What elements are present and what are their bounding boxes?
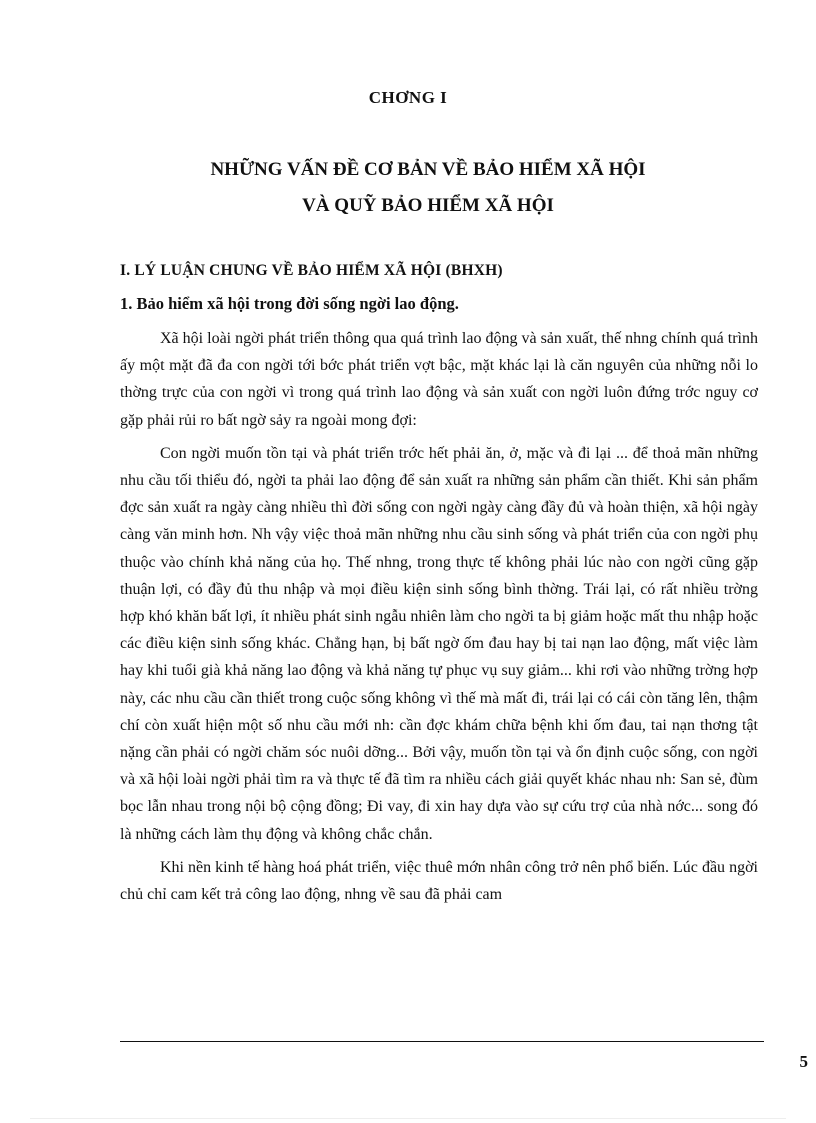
paragraph-1: Xã hội loài ngời phát triển thông qua quá trình lao động và sản xuất, thế nhng chính quá trình ấy một mặt đã đa con ngời tới bớc phát triển vợt bậc, mặt khác lại là căn nguyên của những nỗi lo thờng trực của con ngời vì trong quá trình lao động và sản xuất con ngời luôn đứng trớc nguy cơ gặp phải rủi ro bất ngờ sảy ra ngoài mong đợi: <box>120 330 758 429</box>
paragraph-2: Con ngời muốn tồn tại và phát triển trớc hết phải ăn, ở, mặc và đi lại ... để thoả mãn những nhu cầu tối thiểu đó, ngời ta phải lao động để sản xuất ra những sản phẩm cần thiết. Khi sản phẩm đợc sản xuất ra ngày càng nhiều thì đời sống con ngời ngày càng đầy đủ và hoàn thiện, xã hội ngày càng văn minh hơn. Nh vậy việc thoả mãn những nhu cầu sinh sống và phát triển của con ngời phụ thuộc vào chính khả năng của họ. Thế nhng, trong thực tế không phải lúc nào con ngời cũng gặp thuận lợi, có đầy đủ thu nhập và mọi điều kiện sinh sống bình thờng. Trái lại, có rất nhiều trờng hợp khó khăn bất lợi, ít nhiều phát sinh ngẫu nhiên làm cho ngời ta bị giảm hoặc mất thu nhập hoặc các điều kiện sinh sống khác. Chẳng hạn, bị bất ngờ ốm đau hay bị tai nạn lao động, mất việc làm hay khi tuổi già khả năng lao động và khả năng tự phục vụ suy giảm... khi rơi vào những trờng hợp này, các nhu cầu cần thiết trong cuộc sống không vì thế mà mất đi, trái lại có cái còn tăng lên, thậm chí còn xuất hiện một số nhu cầu mới nh: cần đợc khám chữa bệnh khi ốm đau, tai nạn thơng tật nặng cần phải có ngời chăm sóc nuôi dỡng... Bởi vậy, muốn tồn tại và ổn định cuộc sống, con ngời và xã hội loài ngời phải tìm ra và thực tế đã tìm ra nhiều cách giải quyết khác nhau nh: San sẻ, đùm bọc lẫn nhau trong nội bộ cộng đồng; Đi vay, đi xin hay dựa vào sự cứu trợ của nhà nớc... song đó là những cách làm thụ động và không chắc chắn. <box>120 444 758 843</box>
section-heading: I. LÝ LUẬN CHUNG VỀ BẢO HIỂM XÃ HỘI (BHXH) <box>120 262 503 279</box>
footer-rule <box>120 1041 764 1042</box>
chapter-heading: CHƠNG I <box>368 88 448 107</box>
page-number: 5 <box>799 1052 808 1071</box>
chapter-title-line-1: NHỮNG VẤN ĐỀ CƠ BẢN VỀ BẢO HIỂM XÃ HỘI <box>210 159 646 180</box>
body-text <box>120 325 758 908</box>
page-bottom-edge <box>30 1118 786 1119</box>
chapter-title-line-2: VÀ QUỸ BẢO HIỂM XÃ HỘI <box>302 195 554 216</box>
paragraph-3: Khi nền kinh tế hàng hoá phát triển, việc thuê mớn nhân công trở nên phổ biến. Lúc đầu ngời chủ chỉ cam kết trả công lao động, nhng về sau đã phải cam <box>120 858 758 904</box>
chapter-title <box>0 152 816 224</box>
subsection-heading: 1. Bảo hiểm xã hội trong đời sống ngời lao động. <box>120 294 459 313</box>
